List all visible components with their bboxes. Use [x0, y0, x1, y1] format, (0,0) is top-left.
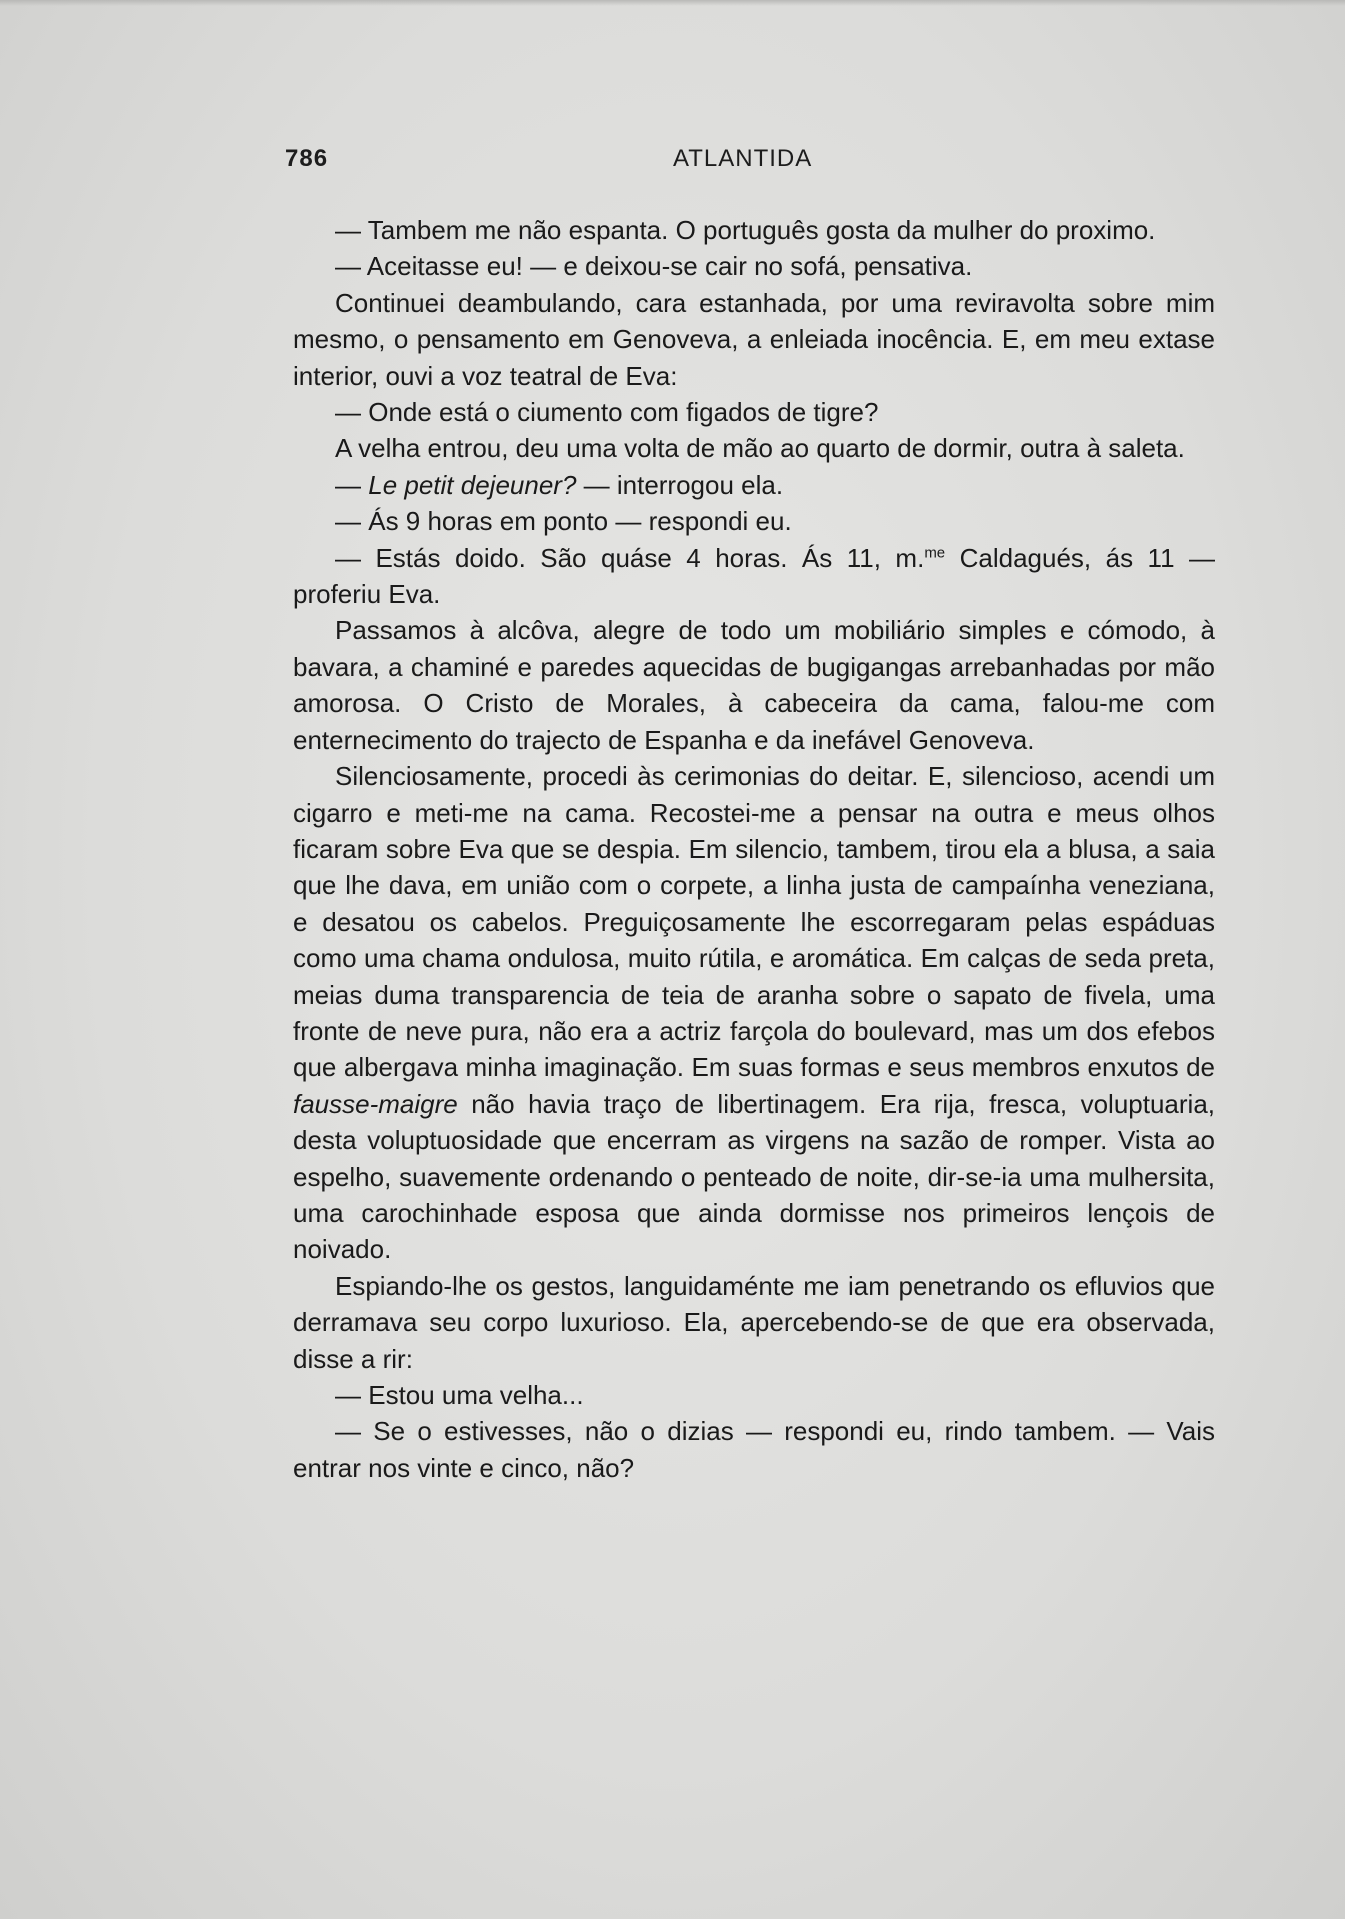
paragraph-start: Silenciosamente, procedi às cerimonias do deitar. E, silencioso, acendi um cigarro e meti-me na cama. Recostei-me a pensar na outra e meus olhos ficaram sobre Eva que se despia. Em silencio, tambem, tirou ela a blusa, a saia que lhe dava, em união com o corpete, a linha justa de campaínha veneziana, e desatou os cabelos. Preguiçosamente lhe escorregaram pelas espáduas como uma chama ondulosa, muito rútila, e aromática. Em calças de seda preta, meias duma transparencia de teia de aranha sobre o sapato de fivela, uma fronte de neve pura, não era a actriz farçola do boulevard, mas um dos efebos que albergava minha imaginação. Em suas formas e seus membros enxutos de	[293, 761, 1215, 1083]
page-number: 786	[285, 145, 329, 172]
paragraph: — Onde está o ciumento com figados de tigre?	[335, 397, 879, 428]
paragraph: Espiando-lhe os gestos, languidaménte me iam penetrando os efluvios que derramava seu corpo luxurioso. Ela, apercebendo-se de que era observada, disse a rir:	[293, 1270, 1215, 1374]
paragraph-continuation: — interrogou ela.	[576, 469, 784, 500]
italic-phrase: fausse-maigre	[293, 1088, 458, 1119]
paragraph: Continuei deambulando, cara estanhada, por uma reviravolta sobre mim mesmo, o pensamento em Genoveva, a enleiada inocência. E, em meu extase interior, ouvi a voz teatral de Eva:	[293, 287, 1215, 391]
italic-phrase: Le petit dejeuner?	[368, 469, 577, 500]
paragraph: — Aceitasse eu! — e deixou-se cair no sofá, pensativa.	[335, 251, 973, 282]
paragraph	[293, 540, 1215, 613]
paragraph: A velha entrou, deu uma volta de mão ao quarto de dormir, outra à saleta.	[335, 433, 1185, 464]
paragraph: — Ás 9 horas em ponto — respondi eu.	[335, 506, 792, 537]
paragraph-continuation: não havia traço de libertinagem. Era rija, fresca, voluptuaria, desta voluptuosidade que encerram as virgens na sazão de romper. Vista ao espelho, suavemente ordenando o penteado de noite, dir-se-ia uma mulhersita, uma carochinhade esposa que ainda dormisse nos primeiros lençois de noivado.	[293, 1088, 1215, 1265]
paragraph: — Le petit dejeuner? — interrogou ela.	[335, 469, 784, 500]
paragraph	[293, 758, 1215, 1268]
paragraph-start: — Estás doido. São quáse 4 horas. Ás 11, m.	[335, 542, 925, 573]
paragraph: — Estou uma velha...	[335, 1380, 584, 1410]
page-edge-shadow	[0, 0, 1345, 6]
page-header	[285, 145, 830, 185]
superscript: me	[924, 544, 946, 561]
paragraph: Passamos à alcôva, alegre de todo um mobiliário simples e cómodo, à bavara, a chaminé e paredes aquecidas de bugigangas arrebanhadas por mão amorosa. O Cristo de Morales, à cabeceira da cama, falou-me com enternecimento do trajecto de Espanha e da inefável Genoveva.	[293, 615, 1215, 755]
body-text	[293, 212, 1215, 1486]
paragraph: — Se o estivesses, não o dizias — respondi eu, rindo tambem. — Vais entrar nos vinte e cinco, não?	[293, 1416, 1215, 1483]
paragraph-continuation: Caldagués, ás 11 — proferiu Eva.	[293, 542, 1215, 610]
paragraph: — Tambem me não espanta. O português gosta da mulher do proximo.	[335, 215, 1156, 245]
running-title: ATLANTIDA	[673, 145, 813, 172]
